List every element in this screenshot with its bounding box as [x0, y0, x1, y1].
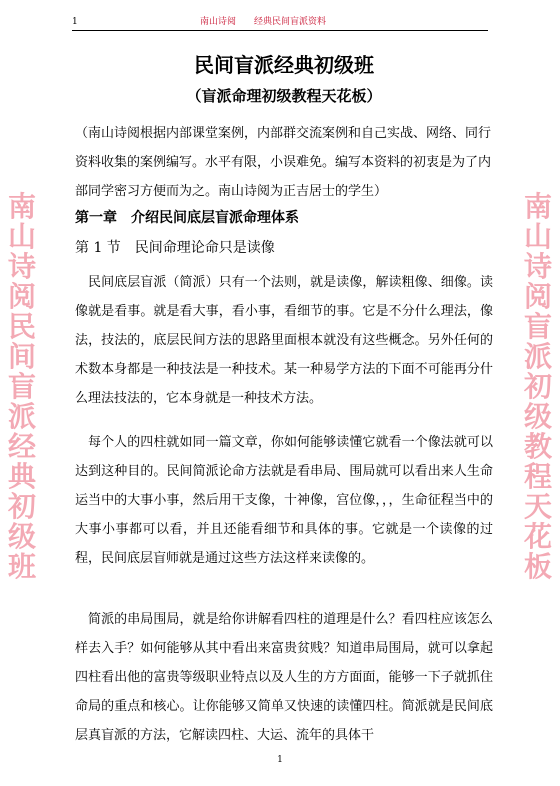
footer-page-number: 1	[277, 755, 283, 765]
watermark-char: 派	[523, 340, 552, 373]
watermark-char: 诗	[523, 250, 552, 283]
watermark-char: 南	[523, 190, 552, 223]
section-heading: 第 1 节 民间命理论命只是读像	[75, 240, 275, 256]
watermark-char: 阅	[7, 280, 36, 313]
document-subtitle: （盲派命理初级教程天花板）	[186, 87, 382, 105]
watermark-char: 间	[7, 340, 36, 373]
watermark-right	[521, 192, 555, 582]
watermark-char: 经	[7, 430, 36, 463]
chapter-heading: 第一章 介绍民间底层盲派命理体系	[75, 210, 299, 226]
watermark-char: 班	[7, 550, 36, 583]
paragraph: 民间底层盲派（简派）只有一个法则，就是读像，解读粗像、细像。读像就是看事。就是看大事，看小事，看细节的事。它是不分什么理法，像法，技法的，底层民间方法的思路里面根本就没有这些概念。另外任何的术数本身都是一种技法是一种技术。某一种易学方法的下面不可能再分什么理法技法的，它本身就是一种技术方法。	[75, 275, 493, 406]
paragraph: 每个人的四柱就如同一篇文章，你如何能够读懂它就看一个像法就可以达到这种目的。民间简派论命方法就是看串局、围局就可以看出来人生命运当中的大事小事，然后用干支像，十神像，宫位像，，，生命征程当中的大事小事都可以看，并且还能看细节和具体的事。它就是一个读像的过程，民间底层盲师就是通过这些方法这样来读像的。	[75, 435, 493, 566]
header-doc-title: 经典民间盲派资料	[254, 17, 327, 27]
watermark-char: 教	[523, 430, 552, 463]
watermark-char: 山	[7, 220, 36, 253]
watermark-char: 级	[7, 520, 36, 553]
paragraph: 简派的串局围局，就是给你讲解看四柱的道理是什么？看四柱应该怎么样去入手？如何能够从其中看出来富贵贫贱？知道串局围局，就可以拿起四柱看出他的富贵等级职业特点以及人生的方方面面，能够一下子就抓住命局的重点和核心。让你能够又简单又快速的读懂四柱。简派就是民间底层真盲派的方法，它解读四柱、大运、流年的具体干	[75, 612, 493, 743]
watermark-char: 程	[523, 460, 552, 493]
watermark-char: 花	[523, 520, 552, 553]
page-header	[72, 16, 488, 30]
watermark-char: 派	[7, 400, 36, 433]
watermark-char: 天	[523, 490, 552, 523]
watermark-char: 盲	[523, 310, 552, 343]
header-page-number: 1	[72, 17, 78, 27]
header-site-name: 南山诗阅	[200, 17, 237, 27]
header-rule	[72, 30, 488, 31]
watermark-left	[5, 192, 39, 582]
watermark-char: 诗	[7, 250, 36, 283]
watermark-char: 初	[523, 370, 552, 403]
watermark-char: 板	[523, 550, 552, 583]
document-title: 民间盲派经典初级班	[194, 53, 374, 77]
watermark-char: 典	[7, 460, 36, 493]
watermark-char: 初	[7, 490, 36, 523]
watermark-char: 山	[523, 220, 552, 253]
watermark-char: 盲	[7, 370, 36, 403]
watermark-char: 阅	[523, 280, 552, 313]
watermark-char: 南	[7, 190, 36, 223]
intro-note: （南山诗阅根据内部课堂案例，内部群交流案例和自己实战、网络、同行资料收集的案例编写。水平有限，小误难免。编写本资料的初衷是为了内部同学密习方便而为之。南山诗阅为正吉居士的学生）	[75, 126, 492, 199]
watermark-char: 级	[523, 400, 552, 433]
watermark-char: 民	[7, 310, 36, 343]
